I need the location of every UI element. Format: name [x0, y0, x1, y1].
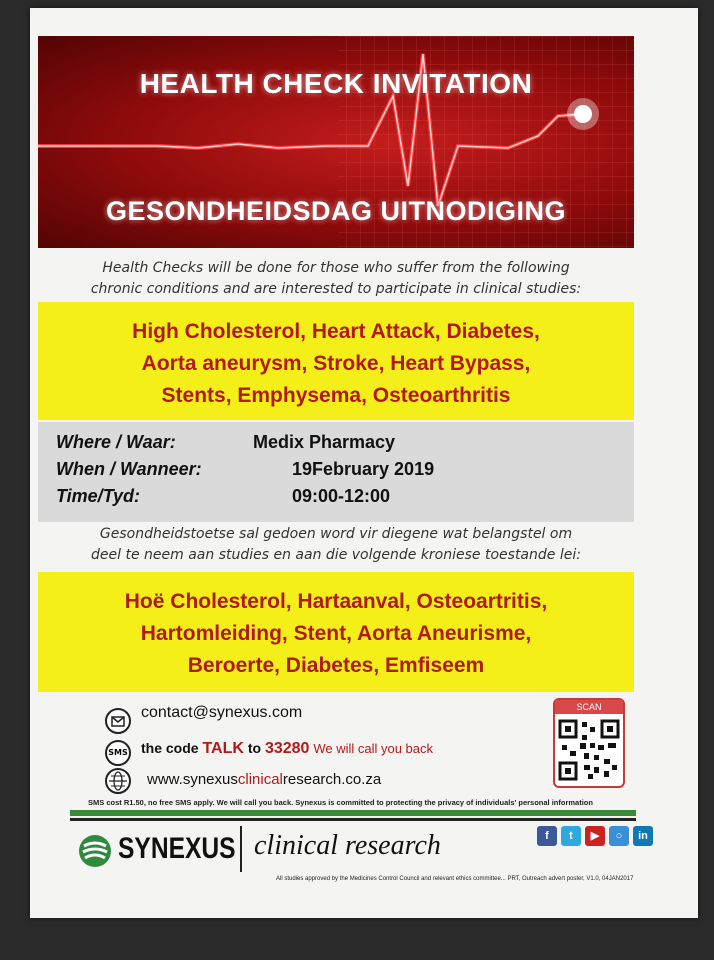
sms-to: to: [247, 740, 262, 756]
website-highlight: clinical: [237, 771, 283, 788]
synexus-logo-icon: [78, 834, 112, 868]
brand-tagline: clinical research: [254, 830, 441, 861]
sms-disclaimer: SMS cost R1.50, no free SMS apply. We will call you back. Synexus is committed to protecting the privacy of individuals' personal information: [88, 798, 593, 807]
when-label: When / Wanneer:: [56, 459, 202, 479]
website-suffix: .co.za: [341, 771, 382, 788]
mail-icon: [105, 708, 131, 734]
intro-afrikaans-line1: Gesondheidstoetse sal gedoen word vir diegene wat belangstel om: [99, 526, 573, 542]
sms-code: TALK: [202, 740, 244, 757]
intro-english-line1: Health Checks will be done for those who suffer from the following: [102, 260, 570, 276]
qr-code-icon: [558, 719, 620, 781]
qr-code-panel[interactable]: [553, 698, 625, 788]
conditions-english-box: [38, 302, 634, 420]
website-link[interactable]: [147, 771, 381, 788]
when-value: 19February 2019: [292, 459, 435, 479]
conditions-english-line3: Stents, Emphysema, Osteoarthritis: [161, 384, 511, 407]
footer-divider-green: [70, 810, 636, 816]
brand-name: SYNEXUS: [118, 832, 236, 865]
website-middle: research: [282, 771, 342, 788]
header-banner: [38, 36, 634, 248]
conditions-afrikaans-line3: Beroerte, Diabetes, Emfiseem: [187, 654, 485, 677]
sms-callback-note: We will call you back: [313, 741, 434, 756]
linkedin-icon[interactable]: in: [633, 826, 653, 846]
conditions-afrikaans-line2: Hartomleiding, Stent, Aorta Aneurisme,: [140, 622, 532, 645]
intro-english-line2: chronic conditions and are interested to participate in clinical studies:: [90, 281, 582, 297]
where-value: Medix Pharmacy: [253, 432, 396, 452]
conditions-english-line1: High Cholesterol, Heart Attack, Diabetes,: [132, 320, 540, 343]
intro-afrikaans: [38, 524, 634, 566]
footer-divider-dark: [70, 818, 636, 821]
time-label: Time/Tyd:: [56, 486, 141, 506]
youtube-icon[interactable]: ▶: [585, 826, 605, 846]
blog-icon[interactable]: ○: [609, 826, 629, 846]
contact-email[interactable]: contact@synexus.com: [141, 704, 303, 721]
banner-title-afrikaans: GESONDHEIDSDAG UITNODIGING: [105, 196, 567, 226]
intro-english: [38, 258, 634, 300]
approval-note: All studies approved by the Medicines Control Council and relevant ethics committee... PRT, Outreach advert poster, V1.0, 04JAN2017: [276, 876, 634, 882]
website-prefix: www.synexus: [147, 771, 238, 788]
facebook-icon[interactable]: f: [537, 826, 557, 846]
conditions-afrikaans-line1: Hoë Cholesterol, Hartaanval, Osteoartritis,: [124, 590, 548, 613]
sms-prefix: the code: [141, 740, 199, 756]
sms-icon: SMS: [105, 740, 131, 766]
brand-separator: [240, 826, 242, 872]
conditions-english-line2: Aorta aneurysm, Stroke, Heart Bypass,: [141, 352, 531, 375]
sms-number: 33280: [264, 740, 310, 757]
where-label: Where / Waar:: [56, 432, 176, 452]
twitter-icon[interactable]: t: [561, 826, 581, 846]
time-value: 09:00-12:00: [292, 486, 391, 506]
banner-title-english: HEALTH CHECK INVITATION: [139, 68, 533, 99]
intro-afrikaans-line2: deel te neem aan studies en aan die volgende kroniese toestande lei:: [91, 547, 581, 563]
globe-icon: [105, 768, 131, 794]
qr-scan-label: SCAN: [555, 700, 623, 714]
conditions-afrikaans-box: [38, 572, 634, 692]
sms-instruction: [141, 740, 433, 758]
